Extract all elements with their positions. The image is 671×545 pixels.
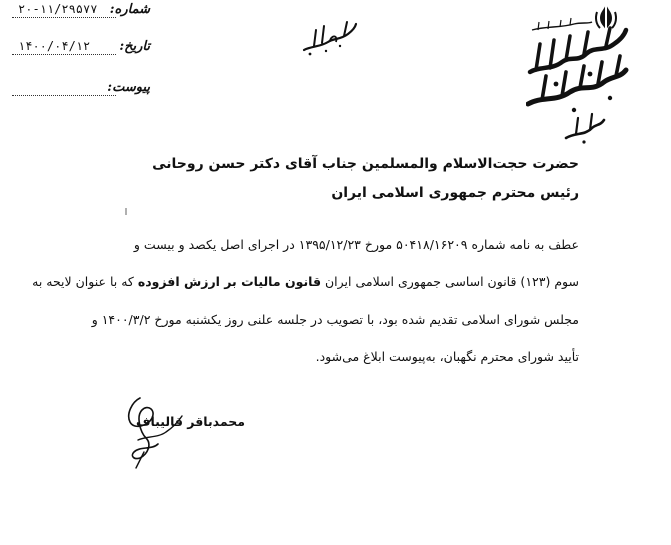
body-line-2-end: که با عنوان لایحه به bbox=[32, 274, 138, 289]
letter-number-dotted-line bbox=[12, 17, 116, 18]
addressee-name: حضرت حجت‌الاسلام والمسلمین جناب آقای دکتر حسن روحانی bbox=[152, 156, 579, 172]
letter-number-value: ۲۰-۱۱/۲۹۵۷۷ bbox=[18, 2, 98, 16]
letter-attachment-label: پیوست: bbox=[107, 80, 150, 95]
iran-emblem-logo bbox=[526, 0, 631, 145]
body-line-2-start: سوم (۱۲۳) قانون اساسی جمهوری اسلامی ایران bbox=[321, 274, 579, 289]
letter-number-label: شماره: bbox=[109, 2, 150, 17]
basmala-calligraphy bbox=[300, 16, 360, 58]
body-line-1: عطف به نامه شماره ۵۰۴۱۸/۱۶۲۰۹ مورخ ۱۳۹۵/۱۲/۲۳ در اجرای اصل یکصد و بیست و bbox=[133, 237, 579, 252]
letter-number-row bbox=[12, 2, 150, 20]
body-line-4: تأیید شورای محترم نگهبان، به‌پیوست ابلاغ می‌شود. bbox=[315, 349, 579, 364]
signatory-name: محمدباقر قالیباف bbox=[135, 414, 245, 429]
letter-date-value: ۱۴۰۰/۰۴/۱۲ bbox=[18, 39, 91, 53]
addressee-title: رئیس محترم جمهوری اسلامی ایران bbox=[331, 185, 579, 201]
letter-date-dotted-line bbox=[12, 54, 116, 55]
body-line-3: مجلس شورای اسلامی تقدیم شده بود، با تصویب در جلسه علنی روز یکشنبه مورخ ۱۴۰۰/۳/۲ و bbox=[91, 312, 579, 327]
letter-attachment-row bbox=[12, 80, 150, 98]
letter-date-row bbox=[12, 39, 150, 57]
body-line-2 bbox=[32, 274, 579, 290]
parliament-letterhead-logo bbox=[526, 0, 631, 145]
scan-mark bbox=[125, 208, 127, 215]
law-title: قانون مالیات بر ارزش افزوده bbox=[137, 274, 322, 289]
handwritten-signature bbox=[118, 392, 188, 470]
letter-date-label: تاریخ: bbox=[119, 39, 150, 54]
letter-attachment-dotted-line bbox=[12, 95, 116, 96]
